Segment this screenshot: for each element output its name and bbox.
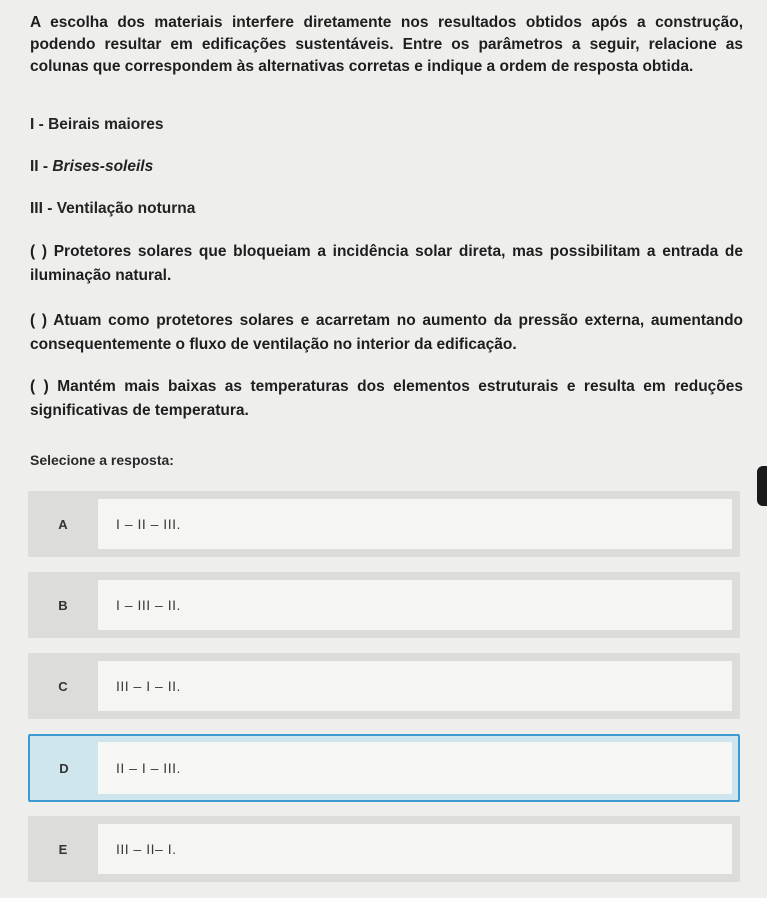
option-c[interactable] [28,653,740,719]
option-letter: D [59,760,69,776]
statement-2 [30,309,743,357]
item-ii: II - Brises-soleils [30,158,154,175]
statement-3 [30,375,743,423]
option-answer[interactable]: III – II– I. [98,824,732,874]
option-d[interactable] [28,734,740,802]
statement-text: Mantém mais baixas as temperaturas dos elementos estruturais e resulta em reduções significativas de temperatura. [30,378,743,419]
item-iii: III - Ventilação noturna [30,200,196,217]
question-text: A escolha dos materiais interfere diretamente nos resultados obtidos após a construção, podendo resultar em edificações sustentáveis. Entre os parâmetros a seguir, relacione as colunas que correspondem às alternativas corretas e indique a ordem de resposta obtida. [30,14,743,75]
item-i: I - Beirais maiores [30,116,164,133]
statement-blank: ( ) [30,312,48,329]
statement-1 [30,240,743,288]
option-a[interactable] [28,491,740,557]
item-number: II [30,158,39,175]
statement-blank: ( ) [30,378,49,395]
option-answer[interactable]: III – I – II. [98,661,732,711]
item-label: Brises-soleils [52,158,154,175]
option-e[interactable] [28,816,740,882]
statement-text: Protetores solares que bloqueiam a incidência solar direta, mas possibilitam a entrada de iluminação natural. [30,243,743,284]
select-answer-label: Selecione a resposta: [30,452,174,468]
option-letter: A [58,516,68,532]
option-b[interactable] [28,572,740,638]
option-letter: E [58,841,68,857]
option-letter: B [58,597,68,613]
option-answer[interactable]: I – III – II. [98,580,732,630]
statement-blank: ( ) [30,243,48,260]
item-label: Ventilação noturna [56,200,196,217]
item-label: Beirais maiores [48,116,164,133]
option-answer[interactable]: II – I – III. [98,742,732,794]
statement-text: Atuam como protetores solares e acarretam no aumento da pressão externa, aumentando consequentemente o fluxo de ventilação no interior da edificação. [30,312,743,353]
option-letter: C [58,678,68,694]
item-number: III [30,200,43,217]
option-answer[interactable]: I – II – III. [98,499,732,549]
screen-edge [757,466,767,506]
item-number: I [30,116,35,133]
